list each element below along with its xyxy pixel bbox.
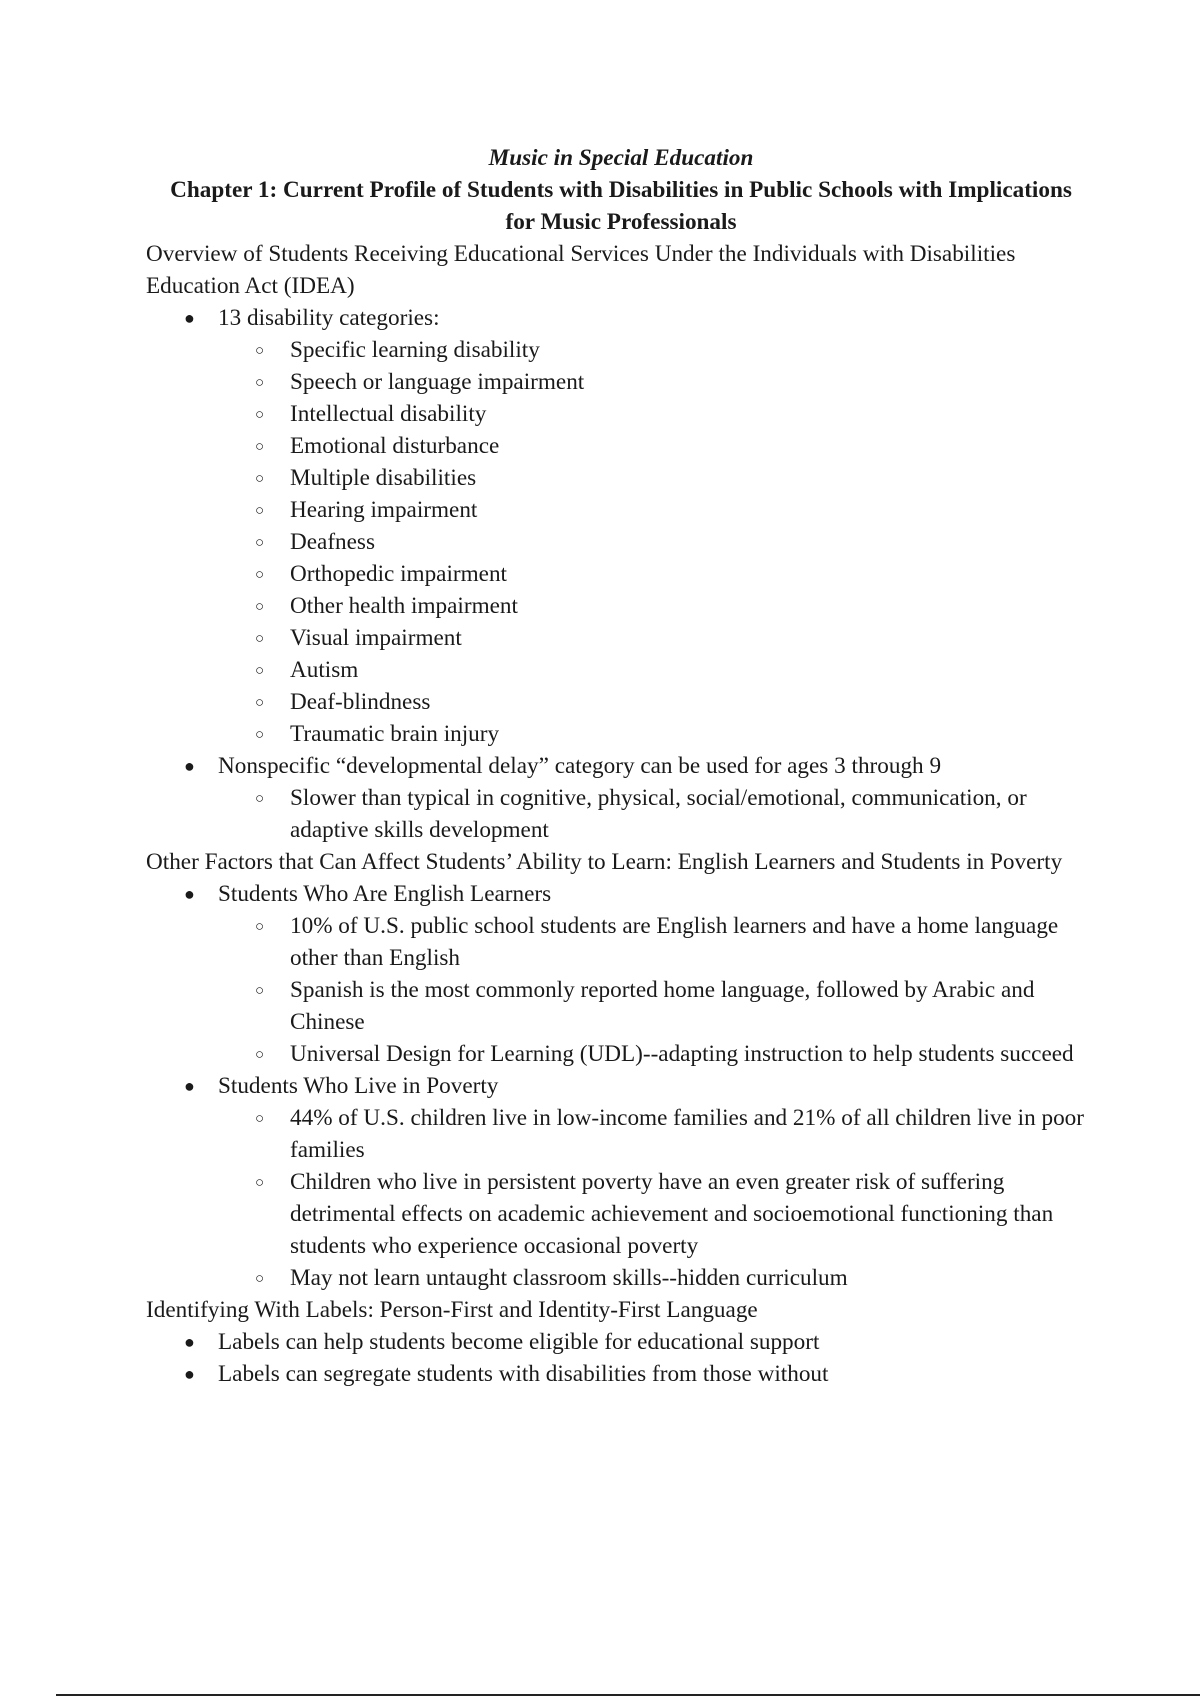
bullet-text: 13 disability categories:	[218, 305, 440, 331]
sub-bullet-item	[146, 558, 1096, 590]
bullet-item	[146, 1358, 1096, 1390]
section-heading: Identifying With Labels: Person-First and Identity-First Language	[146, 1297, 758, 1323]
sub-bullet-list	[218, 910, 1096, 1070]
section-heading: Overview of Students Receiving Educational Services Under the Individuals with Disabilities Education Act (IDEA)	[146, 241, 1016, 299]
sub-bullet-text: May not learn untaught classroom skills--hidden curriculum	[290, 1265, 848, 1291]
sub-bullet-text: Intellectual disability	[290, 401, 487, 427]
sub-bullet-text: Slower than typical in cognitive, physical, social/emotional, communication, or adaptive skills development	[290, 785, 1027, 843]
sub-bullet-text: Deaf-blindness	[290, 689, 431, 715]
sub-bullet-text: Orthopedic impairment	[290, 561, 507, 587]
sub-bullet-item	[146, 462, 1096, 494]
sub-bullet-marker: ○	[255, 663, 265, 679]
bullet-item	[146, 878, 1096, 1070]
bullet-item	[146, 1326, 1096, 1358]
sub-bullet-text: Traumatic brain injury	[290, 721, 500, 747]
sub-bullet-text: Deafness	[290, 529, 375, 555]
sub-bullet-item	[146, 974, 1096, 1038]
sub-bullet-item	[146, 366, 1096, 398]
sub-bullet-text: Children who live in persistent poverty have an even greater risk of suffering detrimental effects on academic achievement and socioemotional functioning than students who experience occasional poverty	[290, 1169, 1054, 1259]
bullet-marker: ●	[184, 884, 195, 904]
sub-bullet-marker: ○	[255, 791, 265, 807]
sub-bullet-text: Autism	[290, 657, 359, 683]
sub-bullet-list	[218, 1102, 1096, 1294]
sub-bullet-item	[146, 494, 1096, 526]
sub-bullet-text: Hearing impairment	[290, 497, 478, 523]
sub-bullet-text: Other health impairment	[290, 593, 518, 619]
sub-bullet-marker: ○	[255, 695, 265, 711]
bullet-text: Students Who Are English Learners	[218, 881, 552, 907]
sub-bullet-marker: ○	[255, 1111, 265, 1127]
sub-bullet-marker: ○	[255, 631, 265, 647]
sub-bullet-marker: ○	[255, 727, 265, 743]
bullet-list	[146, 302, 1096, 846]
sub-bullet-text: 10% of U.S. public school students are English learners and have a home language other than English	[290, 913, 1059, 971]
sub-bullet-marker: ○	[255, 535, 265, 551]
sub-bullet-marker: ○	[255, 983, 265, 999]
sub-bullet-list	[218, 782, 1096, 846]
sub-bullet-marker: ○	[255, 599, 265, 615]
chapter-title: Chapter 1: Current Profile of Students with Disabilities in Public Schools with Implications for Music Professionals	[170, 177, 1072, 235]
sub-bullet-marker: ○	[255, 407, 265, 423]
bullet-item	[146, 302, 1096, 750]
sub-bullet-marker: ○	[255, 471, 265, 487]
sub-bullet-marker: ○	[255, 1047, 265, 1063]
bullet-text: Labels can segregate students with disabilities from those without	[218, 1361, 829, 1387]
sub-bullet-item	[146, 334, 1096, 366]
bullet-marker: ●	[184, 308, 195, 328]
sub-bullet-list	[218, 334, 1096, 750]
sub-bullet-marker: ○	[255, 1271, 265, 1287]
sub-bullet-item	[146, 1262, 1096, 1294]
bullet-text: Nonspecific “developmental delay” category can be used for ages 3 through 9	[218, 753, 942, 779]
bullet-text: Labels can help students become eligible for educational support	[218, 1329, 820, 1355]
sub-bullet-text: Multiple disabilities	[290, 465, 477, 491]
sub-bullet-item	[146, 686, 1096, 718]
document-page	[146, 142, 1096, 1390]
sub-bullet-text: Spanish is the most commonly reported home language, followed by Arabic and Chinese	[290, 977, 1035, 1035]
section-heading: Other Factors that Can Affect Students’ Ability to Learn: English Learners and Students in Poverty	[146, 849, 1063, 875]
sub-bullet-item	[146, 1038, 1096, 1070]
sub-bullet-marker: ○	[255, 1175, 265, 1191]
sub-bullet-text: Emotional disturbance	[290, 433, 500, 459]
sub-bullet-text: Specific learning disability	[290, 337, 540, 363]
sub-bullet-item	[146, 590, 1096, 622]
sub-bullet-marker: ○	[255, 439, 265, 455]
bullet-marker: ●	[184, 1076, 195, 1096]
footer-rule	[56, 1694, 1200, 1696]
sub-bullet-marker: ○	[255, 503, 265, 519]
bullet-item	[146, 1070, 1096, 1294]
bullet-list	[146, 878, 1096, 1294]
sub-bullet-item	[146, 718, 1096, 750]
sub-bullet-item	[146, 430, 1096, 462]
document-body	[146, 238, 1096, 1390]
sub-bullet-text: Speech or language impairment	[290, 369, 585, 395]
bullet-list	[146, 1326, 1096, 1390]
sub-bullet-item	[146, 526, 1096, 558]
bullet-marker: ●	[184, 756, 195, 776]
bullet-item	[146, 750, 1096, 846]
sub-bullet-text: Visual impairment	[290, 625, 462, 651]
sub-bullet-item	[146, 910, 1096, 974]
bullet-marker: ●	[184, 1332, 195, 1352]
sub-bullet-text: Universal Design for Learning (UDL)--adapting instruction to help students succeed	[290, 1041, 1074, 1067]
document-title: Music in Special Education	[488, 145, 754, 171]
sub-bullet-item	[146, 782, 1096, 846]
sub-bullet-item	[146, 654, 1096, 686]
bullet-text: Students Who Live in Poverty	[218, 1073, 499, 1099]
sub-bullet-marker: ○	[255, 919, 265, 935]
bullet-marker: ●	[184, 1364, 195, 1384]
sub-bullet-text: 44% of U.S. children live in low-income families and 21% of all children live in poor families	[290, 1105, 1084, 1163]
sub-bullet-marker: ○	[255, 567, 265, 583]
sub-bullet-marker: ○	[255, 343, 265, 359]
sub-bullet-item	[146, 1166, 1096, 1262]
sub-bullet-item	[146, 622, 1096, 654]
sub-bullet-item	[146, 398, 1096, 430]
sub-bullet-marker: ○	[255, 375, 265, 391]
sub-bullet-item	[146, 1102, 1096, 1166]
